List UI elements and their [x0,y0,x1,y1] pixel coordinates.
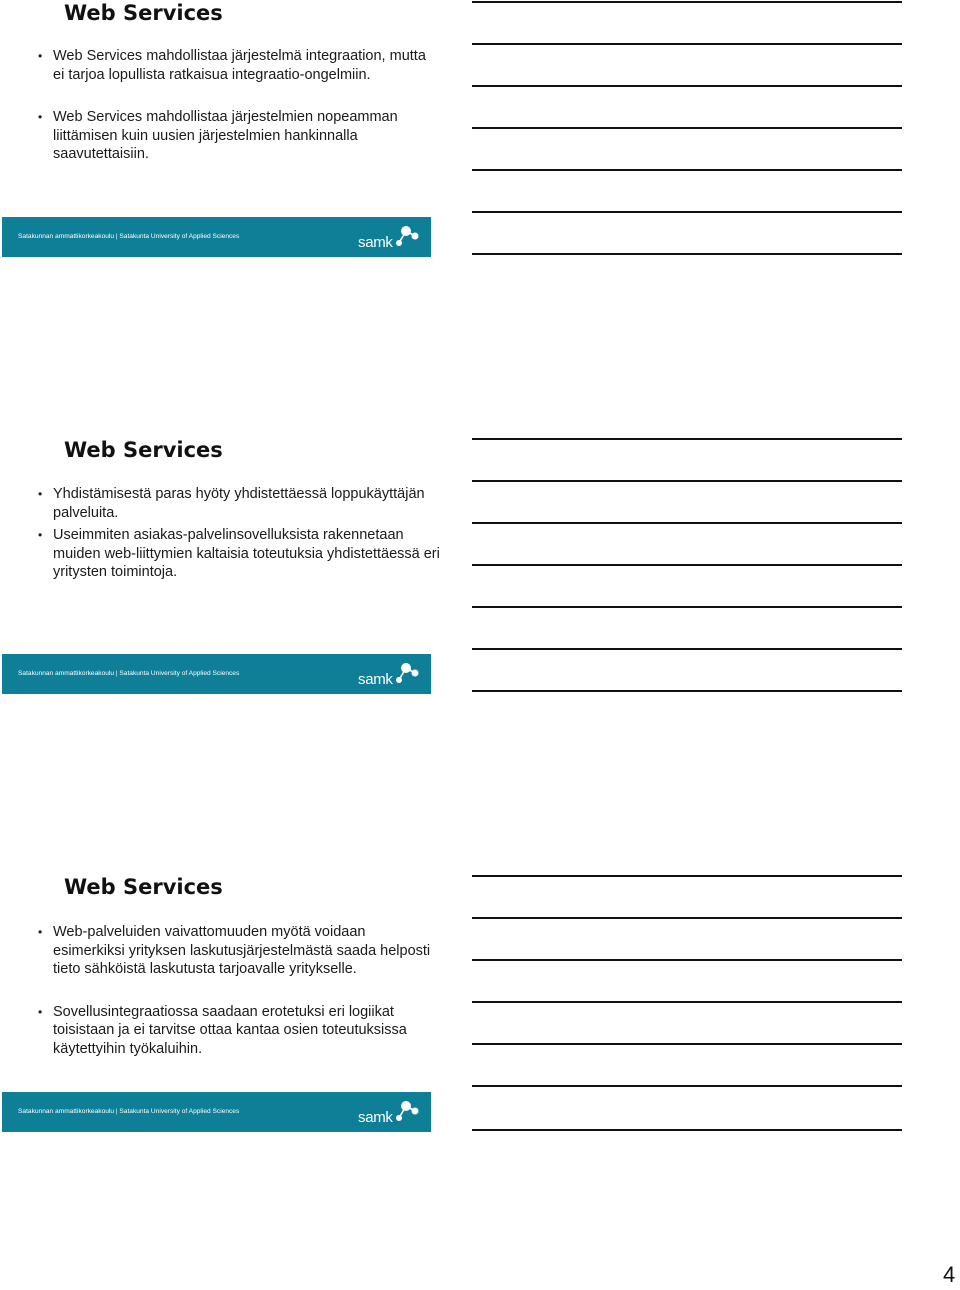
bullet-dot-icon: • [38,487,43,501]
note-line [472,1129,902,1131]
slide-3 [0,874,960,1134]
slide-title: Web Services [64,875,223,899]
note-line [472,606,902,608]
bullet-dot-icon: • [38,110,43,124]
bullet-item [40,1003,440,1059]
bullet-list [40,485,440,582]
samk-dots-icon [392,223,422,251]
note-line [472,1001,902,1003]
slide-title: Web Services [64,438,223,462]
slide-1 [0,0,960,260]
slide-footer [2,1092,431,1132]
note-line [472,1,902,3]
note-line [472,917,902,919]
note-line [472,1085,902,1087]
samk-dots-icon [392,660,422,688]
logo-wordmark: samk [358,234,393,251]
slide-2 [0,437,960,697]
samk-logo [356,660,420,690]
note-line [472,1043,902,1045]
bullet-text: Useimmiten asiakas-palvelinsovelluksista rakennetaan muiden web-liittymien kaltaisia toteutuksia yhdistettäessä eri yritysten toimintoja. [53,527,440,580]
bullet-item [40,108,440,164]
bullet-item [40,923,440,979]
slide-title: Web Services [64,1,223,25]
note-line [472,169,902,171]
bullet-text: Sovellusintegraatiossa saadaan erotetuksi eri logiikat toisistaan ja ei tarvitse ottaa kantaa osien toteutuksissa käytettyihin työkaluihin. [53,1003,407,1057]
note-line [472,648,902,650]
note-line [472,438,902,440]
note-line [472,480,902,482]
bullet-list [40,47,440,164]
logo-wordmark: samk [358,1109,393,1126]
page-number: 4 [943,1262,956,1287]
slide-footer [2,217,431,257]
footer-institution-text: Satakunnan ammattikorkeakoulu | Satakunta University of Applied Sciences [18,670,240,677]
footer-institution-text: Satakunnan ammattikorkeakoulu | Satakunta University of Applied Sciences [18,1108,240,1115]
bullet-dot-icon: • [38,1004,43,1019]
bullet-text: Web-palveluiden vaivattomuuden myötä voidaan esimerkiksi yrityksen laskutusjärjestelmästä saada helposti tieto sähköistä laskutusta tarjoavalle yritykselle. [53,924,431,977]
bullet-text: Web Services mahdollistaa järjestelmien nopeamman liittämisen kuin uusien järjestelmien hankinnalla saavutettaisiin. [53,109,398,162]
note-line [472,43,902,45]
samk-dots-icon [392,1098,422,1126]
note-line [472,959,902,961]
bullet-dot-icon: • [38,49,43,63]
note-line [472,253,902,255]
bullet-list [40,923,440,1058]
note-line [472,875,902,877]
note-line [472,522,902,524]
bullet-dot-icon: • [38,925,43,939]
note-line [472,85,902,87]
note-line [472,211,902,213]
samk-logo [356,1098,420,1128]
bullet-text: Yhdistämisestä paras hyöty yhdistettäessä loppukäyttäjän palveluita. [53,486,425,521]
logo-wordmark: samk [358,671,393,688]
slide-footer [2,654,431,694]
note-line [472,564,902,566]
footer-institution-text: Satakunnan ammattikorkeakoulu | Satakunta University of Applied Sciences [18,233,240,240]
bullet-item [40,485,440,522]
note-line [472,127,902,129]
samk-logo [356,223,420,253]
bullet-item [40,526,440,582]
bullet-dot-icon: • [38,528,43,542]
bullet-item [40,47,440,84]
bullet-text: Web Services mahdollistaa järjestelmä integraation, mutta ei tarjoa lopullista ratkaisua integraatio-ongelmiin. [53,48,426,83]
note-line [472,690,902,692]
